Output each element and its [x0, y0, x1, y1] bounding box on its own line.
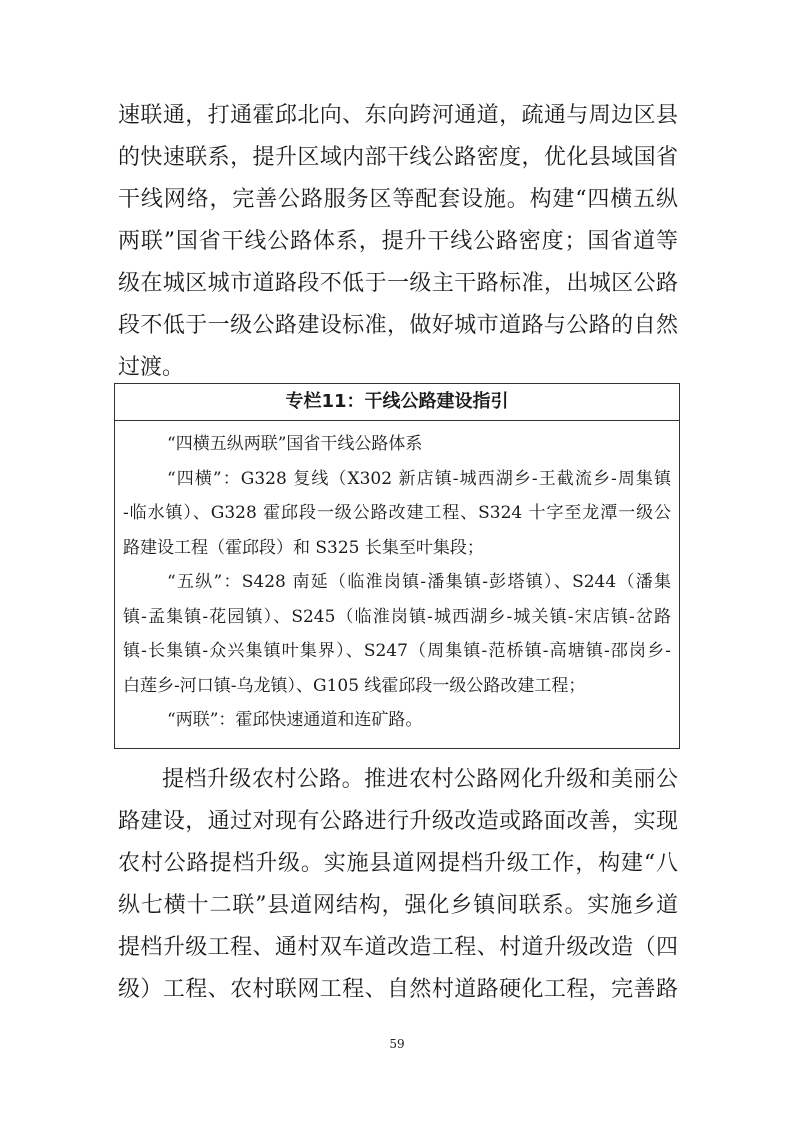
box-line: 白莲乡-河口镇-乌龙镇）、G105 线霍邱段一级公路改建工程； — [123, 675, 586, 696]
text-line: 级）工程、农村联网工程、自然村道路硬化工程，完善路 — [118, 977, 678, 1002]
box-title: 专栏11：干线公路建设指引 — [115, 384, 679, 421]
text-line: 的快速联系，提升区域内部干线公路密度，优化县域国省 — [118, 145, 678, 170]
page-number: 59 — [389, 1037, 405, 1051]
text-line: 速联通，打通霍邱北向、东向跨河通道，疏通与周边区县 — [118, 103, 678, 128]
text-line: 提档升级农村公路。推进农村公路网化升级和美丽公 — [162, 767, 678, 792]
sidebar-box-column-11 — [114, 383, 680, 749]
box-line: “两联”：霍邱快速通道和连矿路。 — [167, 710, 423, 730]
text-line: 两联”国省干线公路体系，提升干线公路密度；国省道等 — [118, 229, 678, 254]
box-body — [115, 421, 679, 738]
box-line: 镇-孟集镇-花园镇）、S245（临淮岗镇-城西湖乡-城关镇-宋店镇-岔路 — [123, 606, 671, 627]
box-line: “四横五纵两联”国省干线公路体系 — [167, 434, 423, 454]
text-line: 纵七横十二联”县道网结构，强化乡镇间联系。实施乡道 — [118, 893, 678, 918]
box-line: 路建设工程（霍邱段）和 S325 长集至叶集段； — [123, 537, 484, 558]
box-line: “五纵”：S428 南延（临淮岗镇-潘集镇-彭塔镇）、S244（潘集 — [167, 572, 671, 592]
box-line: 镇-长集镇-众兴集镇叶集界）、S247（周集镇-范桥镇-高塘镇-邵岗乡- — [123, 641, 671, 661]
text-line: 干线网络，完善公路服务区等配套设施。构建“四横五纵 — [118, 187, 678, 212]
box-line: -临水镇）、G328 霍邱段一级公路改建工程、S324 十字至龙潭一级公 — [123, 503, 671, 523]
text-line: 农村公路提档升级。实施县道网提档升级工作，构建“八 — [118, 851, 678, 876]
text-line: 级在城区城市道路段不低于一级主干路标准，出城区公路 — [118, 271, 678, 296]
text-line: 段不低于一级公路建设标准，做好城市道路与公路的自然 — [118, 313, 678, 338]
box-line: “四横”：G328 复线（X302 新店镇-城西湖乡-王截流乡-周集镇 — [167, 468, 671, 489]
bottom-paragraph — [118, 759, 678, 1011]
text-line: 过渡。 — [118, 355, 185, 380]
text-line: 路建设，通过对现有公路进行升级改造或路面改善，实现 — [118, 809, 678, 834]
text-line: 提档升级工程、通村双车道改造工程、村道升级改造（四 — [118, 935, 678, 960]
top-paragraph — [118, 95, 678, 389]
